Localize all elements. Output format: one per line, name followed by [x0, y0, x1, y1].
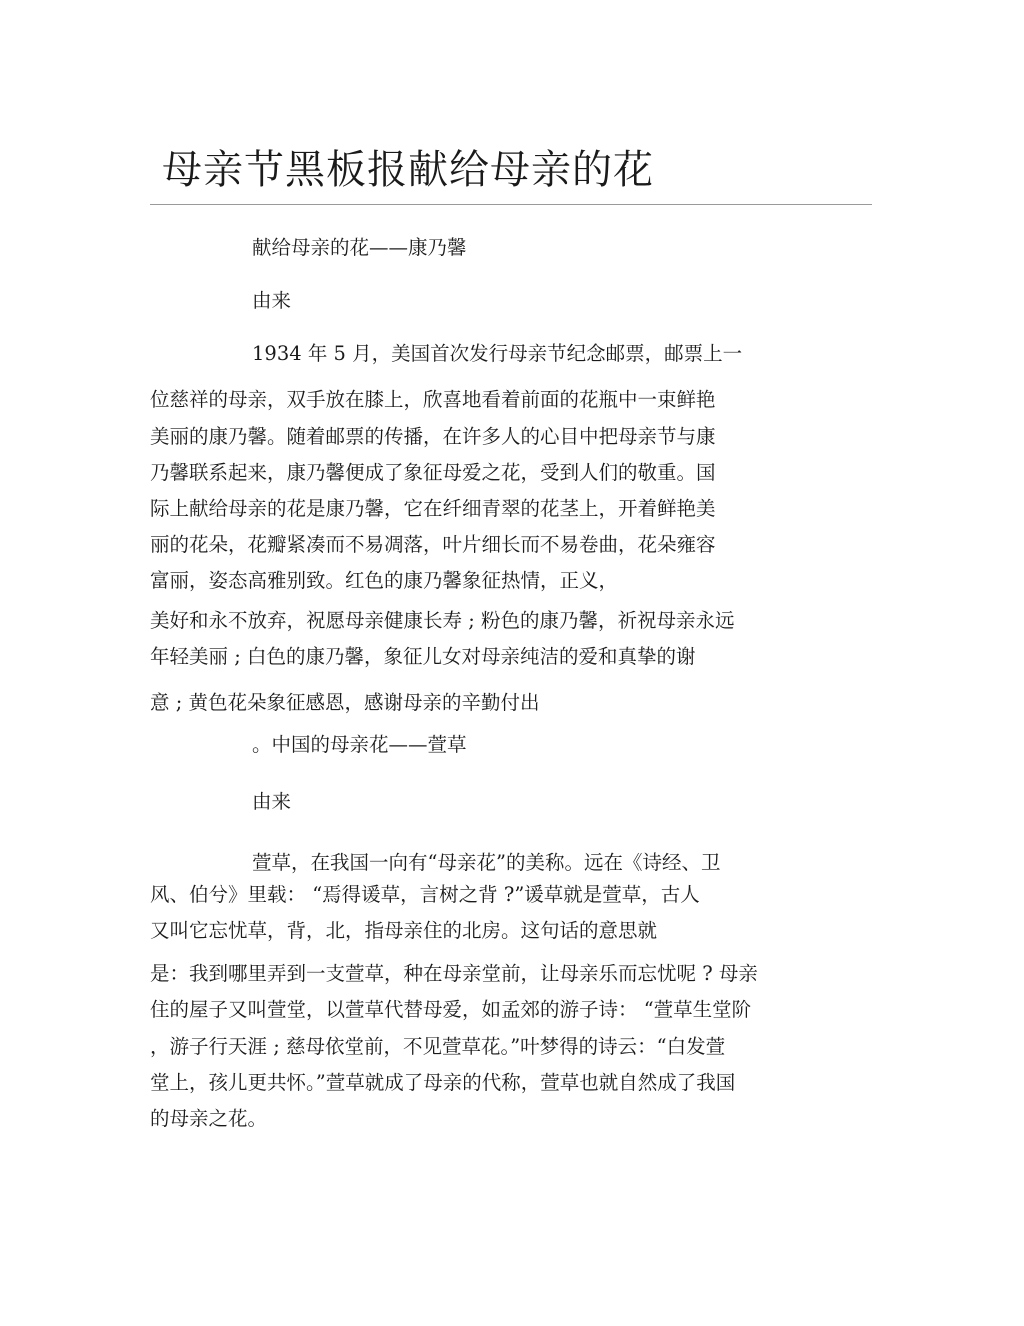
paragraph-line: ，游子行天涯 ; 慈母依堂前，不见萱草花。”叶梦得的诗云：“白发萱	[150, 1035, 726, 1058]
paragraph-line: 又叫它忘忧草，背，北，指母亲住的北房。这句话的意思就	[150, 919, 658, 942]
paragraph-line: 1934 年 5 月，美国首次发行母亲节纪念邮票，邮票上一	[252, 342, 743, 365]
paragraph-line: 位慈祥的母亲，双手放在膝上，欣喜地看着前面的花瓶中一束鲜艳	[150, 388, 716, 411]
subheading-origin: 由来	[252, 790, 292, 813]
title-divider	[150, 204, 872, 205]
paragraph-line: 萱草，在我国一向有“母亲花”的美称。远在《诗经、卫	[252, 851, 721, 874]
section-heading-carnation: 献给母亲的花——康乃馨	[252, 236, 467, 259]
paragraph-line: 风、伯兮》里载： “焉得谖草，言树之背 ?”谖草就是萱草，古人	[150, 883, 700, 906]
paragraph-line: 际上献给母亲的花是康乃馨，它在纤细青翠的花茎上，开着鲜艳美	[150, 497, 716, 520]
page-title: 母亲节黑板报献给母亲的花	[162, 147, 654, 193]
paragraph-line: 美丽的康乃馨。随着邮票的传播，在许多人的心目中把母亲节与康	[150, 425, 716, 448]
section-heading-daylily: 。中国的母亲花——萱草	[252, 733, 467, 756]
paragraph-line: 意 ; 黄色花朵象征感恩，感谢母亲的辛勤付出	[150, 691, 540, 714]
paragraph-line: 的母亲之花。	[150, 1107, 268, 1130]
paragraph-line: 住的屋子又叫萱堂，以萱草代替母爱，如孟郊的游子诗： “萱草生堂阶	[150, 998, 752, 1021]
paragraph-line: 乃馨联系起来，康乃馨便成了象征母爱之花，受到人们的敬重。国	[150, 461, 716, 484]
paragraph-line: 丽的花朵，花瓣紧凑而不易凋落，叶片细长而不易卷曲，花朵雍容	[150, 533, 716, 556]
paragraph-line: 年轻美丽 ; 白色的康乃馨，象征儿女对母亲纯洁的爱和真挚的谢	[150, 645, 696, 668]
paragraph-line: 是：我到哪里弄到一支萱草，种在母亲堂前，让母亲乐而忘忧呢 ? 母亲	[150, 962, 758, 985]
paragraph-line: 堂上，孩儿更共怀。”萱草就成了母亲的代称，萱草也就自然成了我国	[150, 1071, 736, 1094]
paragraph-line: 富丽，姿态高雅别致。红色的康乃馨象征热情，正义，	[150, 569, 619, 592]
paragraph-line: 美好和永不放弃，祝愿母亲健康长寿 ; 粉色的康乃馨，祈祝母亲永远	[150, 609, 735, 632]
subheading-origin: 由来	[252, 289, 292, 312]
